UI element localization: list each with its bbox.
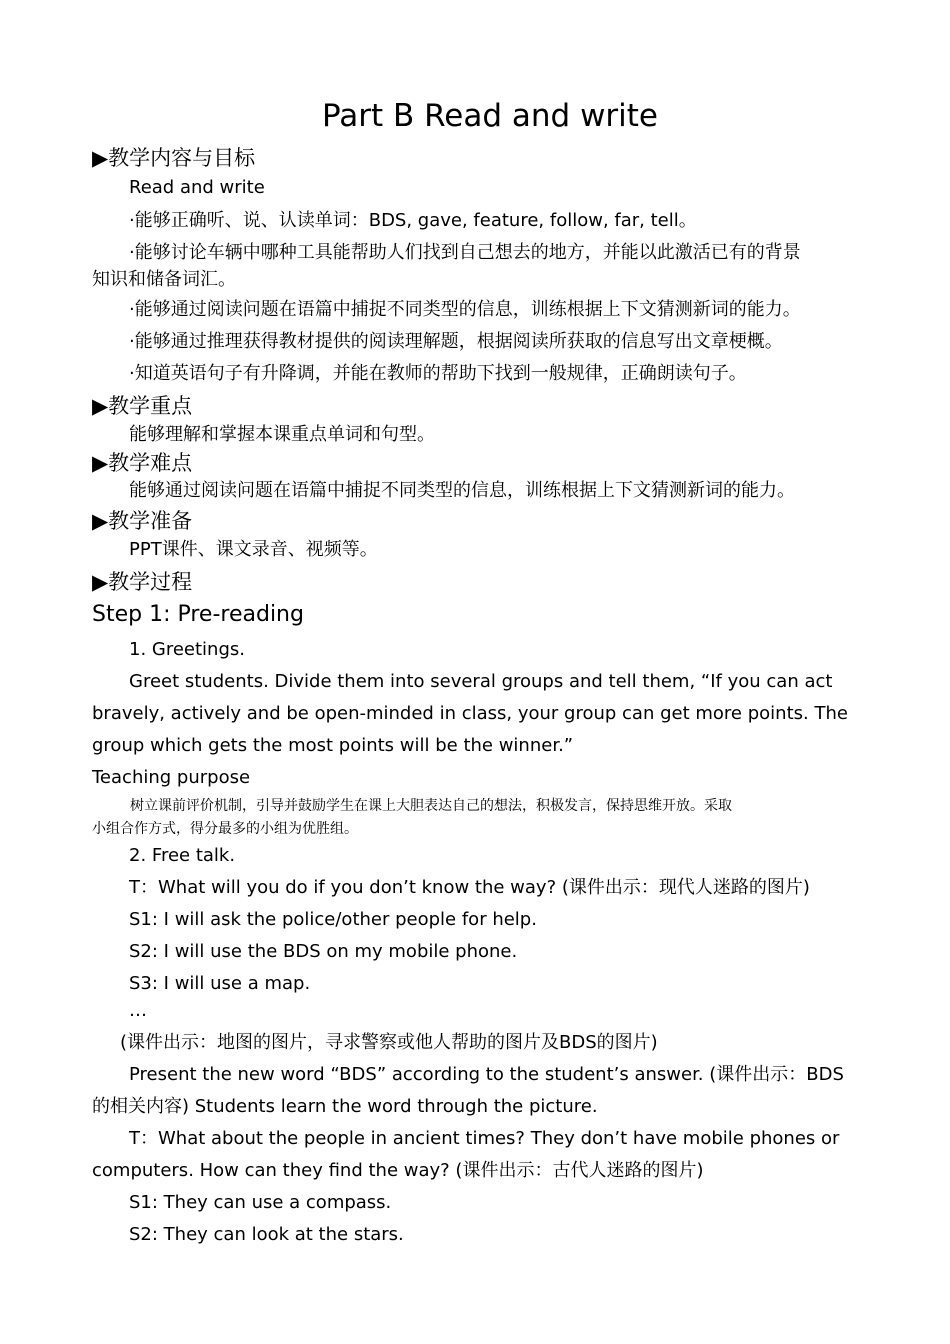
- dialogue-ellipsis: …: [129, 1000, 147, 1021]
- dialogue-line: T：What will you do if you don’t know the way? (课件出示：现代人迷路的图片): [129, 877, 810, 898]
- teaching-purpose-label: Teaching purpose: [92, 767, 251, 788]
- preparation-text: PPT课件、课文录音、视频等。: [129, 539, 378, 560]
- dialogue-line: S3: I will use a map.: [129, 973, 311, 994]
- dialogue-line: S2: I will use the BDS on my mobile phone.: [129, 941, 518, 962]
- objective-item: ·能够通过推理获得教材提供的阅读理解题，根据阅读所获取的信息写出文章梗概。: [129, 331, 783, 352]
- key-points-text: 能够理解和掌握本课重点单词和句型。: [129, 424, 435, 445]
- greet-line: group which gets the most points will be the winner.”: [92, 735, 574, 756]
- answer-line: S2: They can look at the stars.: [129, 1224, 404, 1245]
- free-talk-label: 2. Free talk.: [129, 845, 236, 866]
- objective-item-continued: 知识和储备词汇。: [92, 269, 236, 290]
- objective-item: ·能够通过阅读问题在语篇中捕捉不同类型的信息，训练根据上下文猜测新词的能力。: [129, 299, 801, 320]
- answer-line: S1: They can use a compass.: [129, 1192, 392, 1213]
- greet-line: bravely, actively and be open-minded in class, your group can get more points. The: [92, 703, 848, 724]
- page-title: Part B Read and write: [321, 98, 659, 134]
- purpose-line: 小组合作方式，得分最多的小组为优胜组。: [92, 821, 358, 837]
- preparation-heading: ▶教学准备: [92, 509, 193, 533]
- greet-line: Greet students. Divide them into several groups and tell them, “If you can act: [129, 671, 833, 692]
- objectives-heading: ▶教学内容与目标: [92, 146, 256, 170]
- step1-heading: Step 1: Pre-reading: [92, 602, 304, 627]
- objective-item: ·知道英语句子有升降调，并能在教师的帮助下找到一般规律，正确朗读句子。: [129, 363, 747, 384]
- purpose-line: 树立课前评价机制，引导并鼓励学生在课上大胆表达自己的想法，积极发言，保持思维开放。采取: [130, 798, 732, 814]
- objective-item: ·能够讨论车辆中哪种工具能帮助人们找到自己想去的地方，并能以此激活已有的背景: [129, 242, 801, 263]
- key-points-heading: ▶教学重点: [92, 394, 193, 418]
- present-line: 的相关内容) Students learn the word through the picture.: [92, 1096, 598, 1117]
- process-heading: ▶教学过程: [92, 570, 193, 594]
- present-line: Present the new word “BDS” according to the student’s answer. (课件出示：BDS: [129, 1064, 844, 1085]
- courseware-note: (课件出示：地图的图片，寻求警察或他人帮助的图片及BDS的图片): [120, 1032, 658, 1053]
- difficulties-heading: ▶教学难点: [92, 451, 193, 475]
- objectives-subtitle: Read and write: [129, 177, 265, 198]
- objective-item: ·能够正确听、说、认读单词：BDS, gave, feature, follow, far, tell。: [129, 210, 697, 231]
- dialogue-line: S1: I will ask the police/other people for help.: [129, 909, 537, 930]
- greetings-label: 1. Greetings.: [129, 639, 245, 660]
- ancient-line: T：What about the people in ancient times? They don’t have mobile phones or: [129, 1128, 840, 1149]
- difficulties-text: 能够通过阅读问题在语篇中捕捉不同类型的信息，训练根据上下文猜测新词的能力。: [129, 480, 795, 501]
- ancient-line: computers. How can they find the way? (课件出示：古代人迷路的图片): [92, 1160, 704, 1181]
